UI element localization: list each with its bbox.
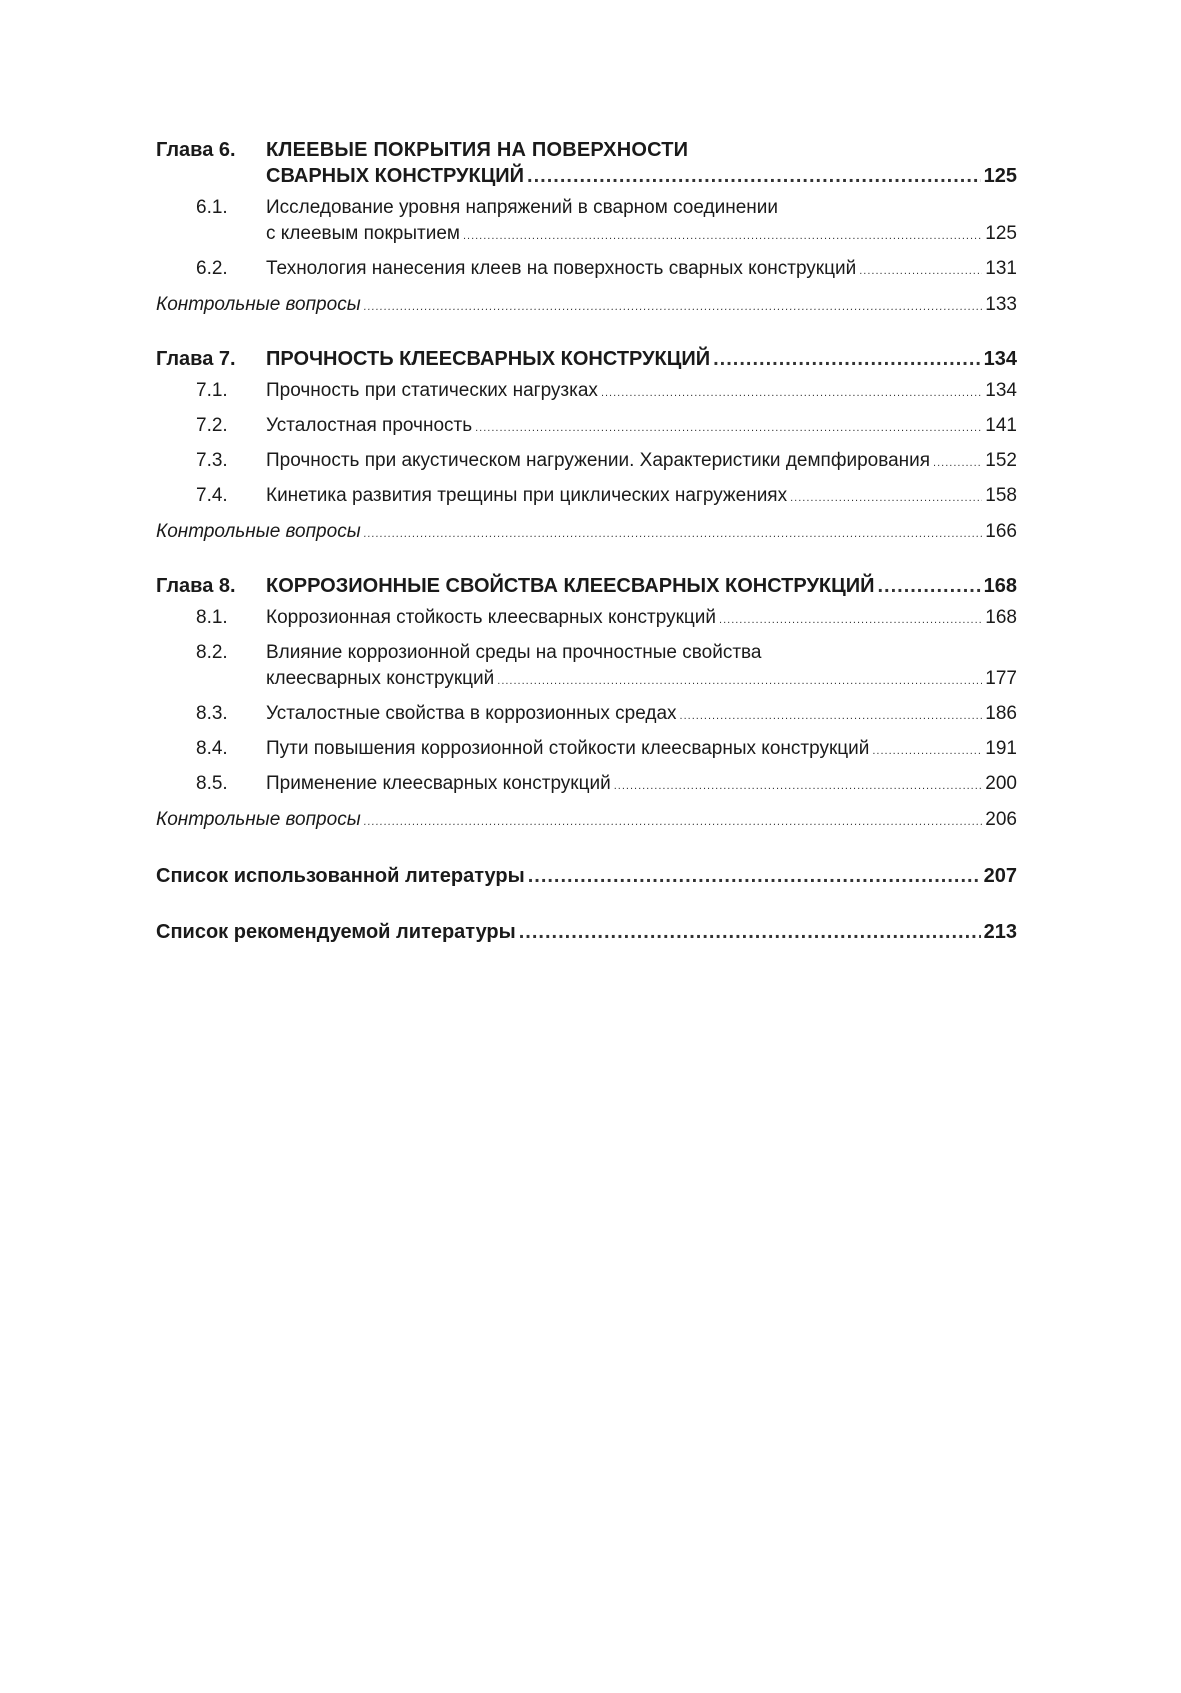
section-6-2[interactable] bbox=[156, 256, 1017, 284]
section-8-5[interactable] bbox=[156, 771, 1017, 799]
page-number: 125 bbox=[983, 165, 1017, 187]
chapter-8-heading[interactable] bbox=[156, 573, 1017, 599]
section-7-4[interactable] bbox=[156, 483, 1017, 511]
section-6-1[interactable] bbox=[156, 195, 1017, 249]
page-number: 125 bbox=[985, 223, 1017, 244]
leader-dots bbox=[872, 738, 982, 764]
chapter-7-heading[interactable] bbox=[156, 346, 1017, 372]
section-title: Кинетика развития трещины при циклических нагружениях bbox=[266, 485, 788, 506]
section-8-4[interactable] bbox=[156, 736, 1017, 764]
page-number: 168 bbox=[983, 575, 1017, 597]
review-questions-ch7[interactable] bbox=[156, 519, 1017, 547]
page-number: 207 bbox=[983, 865, 1017, 887]
section-title: Усталостная прочность bbox=[266, 415, 473, 436]
leader-dots bbox=[719, 607, 982, 633]
chapter-label: Глава 8. bbox=[156, 575, 236, 597]
leader-dots bbox=[475, 415, 982, 441]
page-number: 213 bbox=[983, 921, 1017, 943]
leader-dots bbox=[364, 521, 983, 547]
leader-dots bbox=[680, 703, 983, 729]
section-number: 7.1. bbox=[196, 380, 228, 401]
page-number: 200 bbox=[985, 773, 1017, 794]
review-questions-label: Контрольные вопросы bbox=[156, 521, 361, 542]
section-title: Усталостные свойства в коррозионных средах bbox=[266, 703, 677, 724]
leader-dots bbox=[497, 668, 982, 694]
section-number: 8.5. bbox=[196, 773, 228, 794]
page-number: 133 bbox=[985, 294, 1017, 315]
section-title-line2: клеесварных конструкций bbox=[266, 668, 495, 689]
page-number: 131 bbox=[985, 258, 1017, 279]
page-number: 168 bbox=[985, 607, 1017, 628]
section-number: 7.4. bbox=[196, 485, 228, 506]
chapter-label: Глава 7. bbox=[156, 348, 236, 370]
page-number: 206 bbox=[985, 809, 1017, 830]
leader-dots bbox=[364, 294, 983, 320]
section-title: Коррозионная стойкость клеесварных конструкций bbox=[266, 607, 717, 628]
leader-dots bbox=[463, 223, 982, 249]
section-number: 7.3. bbox=[196, 450, 228, 471]
bibliography-title: Список рекомендуемой литературы bbox=[156, 921, 516, 943]
leader-dots bbox=[933, 450, 982, 476]
section-number: 8.2. bbox=[196, 642, 228, 663]
section-title-line1: Влияние коррозионной среды на прочностные свойства bbox=[266, 642, 762, 663]
chapter-label: Глава 6. bbox=[156, 139, 236, 161]
section-8-1[interactable] bbox=[156, 605, 1017, 633]
section-title-line2: с клеевым покрытием bbox=[266, 223, 460, 244]
chapter-title: ПРОЧНОСТЬ КЛЕЕСВАРНЫХ КОНСТРУКЦИЙ bbox=[266, 348, 711, 370]
section-title: Прочность при статических нагрузках bbox=[266, 380, 598, 401]
review-questions-label: Контрольные вопросы bbox=[156, 809, 361, 830]
leader-dots bbox=[364, 809, 983, 835]
section-number: 8.1. bbox=[196, 607, 228, 628]
page-number: 177 bbox=[985, 668, 1017, 689]
page-number: 134 bbox=[985, 380, 1017, 401]
section-number: 8.4. bbox=[196, 738, 228, 759]
page-number: 141 bbox=[985, 415, 1017, 436]
review-questions-ch6[interactable] bbox=[156, 292, 1017, 320]
section-8-3[interactable] bbox=[156, 701, 1017, 729]
section-title: Прочность при акустическом нагружении. Характеристики демпфирования bbox=[266, 450, 931, 471]
section-title: Пути повышения коррозионной стойкости клеесварных конструкций bbox=[266, 738, 870, 759]
page-number: 158 bbox=[985, 485, 1017, 506]
section-title-line1: Исследование уровня напряжений в сварном соединении bbox=[266, 197, 778, 218]
chapter-title-line2: СВАРНЫХ КОНСТРУКЦИЙ bbox=[266, 165, 525, 187]
leader-dots bbox=[614, 773, 983, 799]
leader-dots bbox=[859, 258, 982, 284]
section-number: 7.2. bbox=[196, 415, 228, 436]
page-number: 191 bbox=[985, 738, 1017, 759]
bibliography-recommended[interactable] bbox=[156, 919, 1017, 945]
leader-dots bbox=[713, 346, 981, 372]
page-number: 166 bbox=[985, 521, 1017, 542]
section-number: 6.2. bbox=[196, 258, 228, 279]
review-questions-label: Контрольные вопросы bbox=[156, 294, 361, 315]
page-number: 152 bbox=[985, 450, 1017, 471]
leader-dots bbox=[790, 485, 982, 511]
page-number: 134 bbox=[983, 348, 1017, 370]
chapter-title: КОРРОЗИОННЫЕ СВОЙСТВА КЛЕЕСВАРНЫХ КОНСТРУКЦИЙ bbox=[266, 575, 875, 597]
section-title: Технология нанесения клеев на поверхность сварных конструкций bbox=[266, 258, 857, 279]
table-of-contents bbox=[156, 137, 1017, 945]
section-8-2[interactable] bbox=[156, 640, 1017, 694]
leader-dots bbox=[528, 863, 981, 889]
chapter-title-line1: КЛЕЕВЫЕ ПОКРЫТИЯ НА ПОВЕРХНОСТИ bbox=[266, 139, 689, 161]
leader-dots bbox=[601, 380, 982, 406]
section-7-2[interactable] bbox=[156, 413, 1017, 441]
section-number: 6.1. bbox=[196, 197, 228, 218]
page-number: 186 bbox=[985, 703, 1017, 724]
review-questions-ch8[interactable] bbox=[156, 807, 1017, 835]
section-number: 8.3. bbox=[196, 703, 228, 724]
chapter-6-heading[interactable] bbox=[156, 137, 1017, 189]
section-7-3[interactable] bbox=[156, 448, 1017, 476]
leader-dots bbox=[519, 919, 981, 945]
bibliography-title: Список использованной литературы bbox=[156, 865, 525, 887]
bibliography-used[interactable] bbox=[156, 863, 1017, 889]
section-7-1[interactable] bbox=[156, 378, 1017, 406]
leader-dots bbox=[527, 163, 981, 189]
section-title: Применение клеесварных конструкций bbox=[266, 773, 611, 794]
leader-dots bbox=[877, 573, 980, 599]
